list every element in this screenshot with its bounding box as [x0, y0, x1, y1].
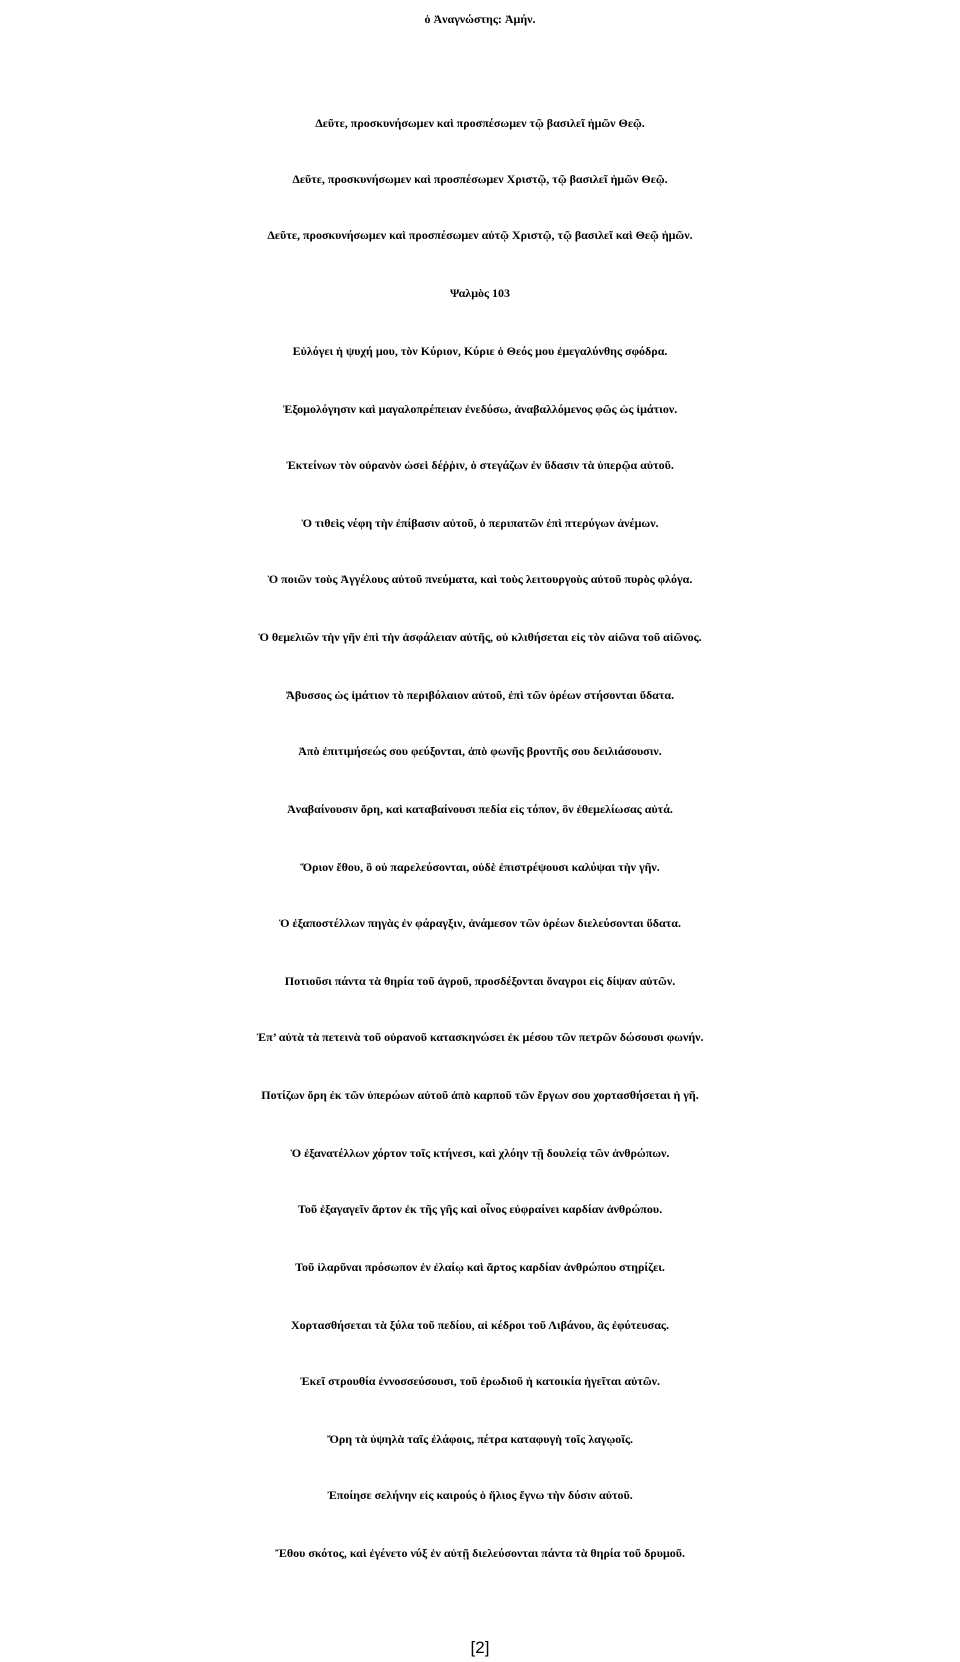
text-line: Δεῦτε, προσκυνήσωμεν καὶ προσπέσωμεν αὐτῷ Χριστῷ, τῷ βασιλεῖ καὶ Θεῷ ἡμῶν. [267, 228, 693, 242]
verse-line: Ποτίζων ὄρη ἐκ τῶν ὑπερώων αὐτοῦ ἀπὸ καρποῦ τῶν ἔργων σου χορτασθήσεται ἡ γῆ. [261, 1088, 699, 1102]
verse-line: Ποτιοῦσι πάντα τὰ θηρία τοῦ ἀγροῦ, προσδέξονται ὄναγροι εἰς δίψαν αὐτῶν. [284, 974, 676, 988]
verse-line: Ἐποίησε σελήνην εἰς καιρούς ὁ ἥλιος ἔγνω τὴν δύσιν αὐτοῦ. [327, 1488, 633, 1502]
verse-line: Ὁ θεμελιῶν τὴν γῆν ἐπὶ τὴν ἀσφάλειαν αὐτῆς, οὐ κλιθήσεται εἰς τὸν αἰῶνα τοῦ αἰῶνος. [258, 630, 702, 644]
verse-line: Ἐπ’ αὐτὰ τὰ πετεινὰ τοῦ οὐρανοῦ κατασκηνώσει ἐκ μέσου τῶν πετρῶν δώσουσι φωνήν. [256, 1030, 704, 1044]
verse-line: Ἐκεῖ στρουθία ἐννοσσεύσουσι, τοῦ ἐρωδιοῦ ἡ κατοικία ἡγεῖται αὐτῶν. [299, 1374, 660, 1388]
text-line: Δεῦτε, προσκυνήσωμεν καὶ προσπέσωμεν Χριστῷ, τῷ βασιλεῖ ἡμῶν Θεῷ. [292, 172, 668, 186]
text-line: Δεῦτε, προσκυνήσωμεν καὶ προσπέσωμεν τῷ βασιλεῖ ἡμῶν Θεῷ. [315, 116, 645, 130]
verse-line: Ἄβυσσος ὡς ἱμάτιον τὸ περιβόλαιον αὐτοῦ, ἐπὶ τῶν ὀρέων στήσονται ὕδατα. [285, 688, 675, 702]
speaker-line: ὁ Ἀναγνώστης: Ἀμήν. [424, 12, 536, 26]
verse-line: Ἐκτείνων τὸν οὐρανὸν ὡσεὶ δέῤῥιν, ὁ στεγάζων ἐν ὕδασιν τὰ ὑπερῷα αὐτοῦ. [286, 458, 674, 472]
verse-line: Ὁ ἐξαποστέλλων πηγὰς ἐν φάραγξιν, ἀνάμεσον τῶν ὀρέων διελεύσονται ὕδατα. [279, 916, 681, 930]
verse-line: Ἀπὸ ἐπιτιμήσεώς σου φεύξονται, ἀπὸ φωνῆς βροντῆς σου δειλιάσουσιν. [298, 744, 662, 758]
verse-line: Ἔθου σκότος, καὶ ἐγένετο νύξ ἐν αὐτῇ διελεύσονται πάντα τὰ θηρία τοῦ δρυμοῦ. [275, 1546, 685, 1560]
verse-line: Ὁ ἐξανατέλλων χόρτον τοῖς κτήνεσι, καὶ χλόην τῇ δουλείᾳ τῶν ἀνθρώπων. [290, 1146, 670, 1160]
verse-line: Ὁ τιθεὶς νέφη τὴν ἐπίβασιν αὐτοῦ, ὁ περιπατῶν ἐπὶ πτερύγων ἀνέμων. [301, 516, 659, 530]
verse-line: Εὐλόγει ἡ ψυχή μου, τὸν Κύριον, Κύριε ὁ Θεός μου ἐμεγαλύνθης σφόδρα. [292, 344, 668, 358]
psalm-heading: Ψαλμὸς 103 [449, 286, 511, 300]
verse-line: Χορτασθήσεται τὰ ξύλα τοῦ πεδίου, αἱ κέδροι τοῦ Λιβάνου, ἃς ἐφύτευσας. [291, 1318, 669, 1332]
verse-line: Ὁ ποιῶν τοὺς Ἀγγέλους αὐτοῦ πνεύματα, καὶ τοὺς λειτουργοὺς αὐτοῦ πυρὸς φλόγα. [267, 572, 693, 586]
page-number: [2] [470, 1638, 490, 1657]
verse-line: Ἀναβαίνουσιν ὄρη, καὶ καταβαίνουσι πεδία εἰς τόπον, ὃν ἐθεμελίωσας αὐτά. [287, 802, 673, 816]
verse-line: Ἐξομολόγησιν καὶ μαγαλοπρέπειαν ἐνεδύσω, ἀναβαλλόμενος φῶς ὡς ἱμάτιον. [282, 402, 678, 416]
verse-line: Τοῦ ἐξαγαγεῖν ἄρτον ἐκ τῆς γῆς καὶ οἶνος εὐφραίνει καρδίαν ἀνθρώπου. [297, 1202, 663, 1216]
verse-line: Ὅριον ἔθου, ὃ οὐ παρελεύσονται, οὐδὲ ἐπιστρέψουσι καλύψαι τὴν γῆν. [300, 860, 660, 874]
verse-line: Τοῦ ἱλαρῦναι πρόσωπον ἐν ἐλαίῳ καὶ ἄρτος καρδίαν ἀνθρώπου στηρίζει. [295, 1260, 665, 1274]
verse-line: Ὄρη τὰ ὑψηλὰ ταῖς ἐλάφοις, πέτρα καταφυγὴ τοῖς λαγῳοῖς. [326, 1432, 634, 1446]
